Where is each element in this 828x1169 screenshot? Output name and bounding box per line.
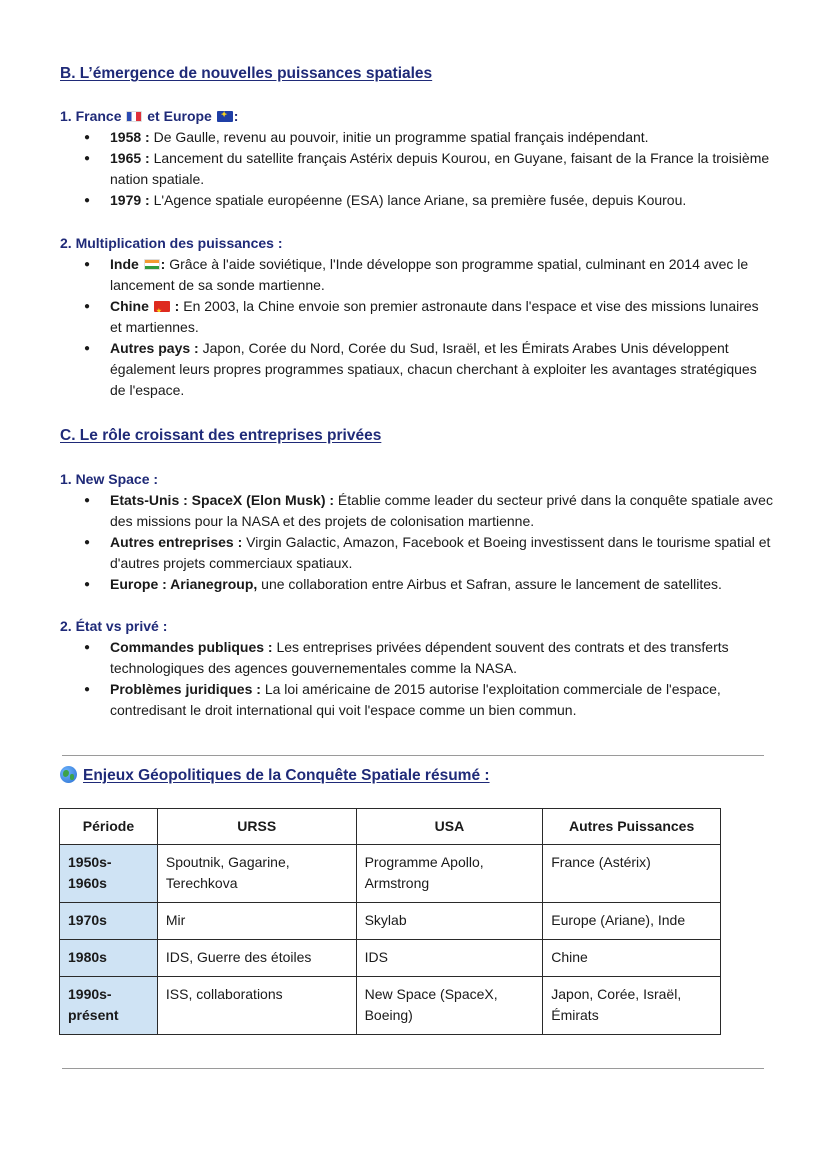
table-row [60, 977, 721, 1035]
summary-table [59, 808, 721, 1035]
table-header-row [60, 809, 721, 845]
item-text: une collaboration entre Airbus et Safran, assure le lancement de satellites. [257, 576, 722, 592]
period-cell: 1980s [60, 940, 158, 977]
table-cell: Mir [157, 903, 356, 940]
section-b-heading: B. L’émergence de nouvelles puissances spatiales [60, 65, 433, 82]
item-label: Inde [110, 256, 143, 272]
table-cell: France (Astérix) [543, 845, 721, 903]
table-cell: Programme Apollo, Armstrong [356, 845, 543, 903]
item-text: Japon, Corée du Nord, Corée du Sud, Israël, et les Émirats Arabes Unis développent également leurs propres programmes spatiaux, chacun cherchant à exploiter les avantages stratégiques de l'espace. [110, 340, 757, 398]
table-row [60, 940, 721, 977]
divider [62, 755, 764, 756]
china-flag-icon [154, 301, 170, 312]
item-text: De Gaulle, revenu au pouvoir, initie un programme spatial français indépendant. [149, 129, 649, 145]
france-europe-list [84, 127, 774, 211]
table-row [60, 845, 721, 903]
table-cell: Chine [543, 940, 721, 977]
item-text: Établie comme leader du secteur privé dans la conquête spatiale avec des missions pour la NASA et des projets de colonisation martienne. [110, 492, 773, 529]
period-cell: 1970s [60, 903, 158, 940]
list-item [84, 338, 774, 401]
list-item [84, 127, 774, 148]
item-label: 1958 : [110, 129, 150, 145]
list-item [84, 679, 774, 721]
heading-text: : [233, 108, 239, 124]
table-cell: Spoutnik, Gagarine, Terechkova [157, 845, 356, 903]
new-space-list [84, 490, 774, 595]
eu-flag-icon [217, 111, 233, 122]
list-item [84, 490, 774, 532]
item-text: La loi américaine de 2015 autorise l'exploitation commerciale de l'espace, contredisant le droit international qui voit l'espace comme un bien commun. [110, 681, 721, 718]
item-text: Lancement du satellite français Astérix depuis Kourou, en Guyane, faisant de la France la troisième nation spatiale. [110, 150, 770, 187]
table-cell: New Space (SpaceX, Boeing) [356, 977, 543, 1035]
list-item [84, 254, 774, 296]
summary-heading [60, 766, 490, 785]
table-cell: IDS, Guerre des étoiles [157, 940, 356, 977]
list-item [84, 532, 774, 574]
item-label: Commandes publiques : [110, 639, 273, 655]
list-item [84, 574, 774, 595]
table-cell: Europe (Ariane), Inde [543, 903, 721, 940]
column-header: Période [60, 809, 158, 845]
table-row [60, 903, 721, 940]
heading-text: et Europe [143, 108, 216, 124]
table-cell: Skylab [356, 903, 543, 940]
item-label: : [160, 256, 166, 272]
globe-icon [60, 766, 77, 783]
item-text: Grâce à l'aide soviétique, l'Inde développe son programme spatial, culminant en 2014 avec le lancement de sa sonde martienne. [110, 256, 749, 293]
item-label: Chine [110, 298, 153, 314]
section-c-heading: C. Le rôle croissant des entreprises privées [60, 427, 382, 444]
multiplication-list [84, 254, 774, 401]
item-label: Problèmes juridiques : [110, 681, 261, 697]
list-item [84, 637, 774, 679]
item-text: Les entreprises privées dépendent souvent des contrats et des transferts technologiques des agences gouvernementales comme la NASA. [110, 639, 729, 676]
list-item [84, 296, 774, 338]
period-cell: 1950s-1960s [60, 845, 158, 903]
item-label: Autres pays : [110, 340, 199, 356]
column-header: URSS [157, 809, 356, 845]
item-label: Etats-Unis : SpaceX (Elon Musk) : [110, 492, 335, 508]
list-item [84, 190, 774, 211]
divider [62, 1068, 764, 1069]
column-header: USA [356, 809, 543, 845]
list-item [84, 148, 774, 190]
france-flag-icon [126, 111, 142, 122]
item-text: En 2003, la Chine envoie son premier astronaute dans l'espace et vise des missions lunaires et martiennes. [110, 298, 759, 335]
india-flag-icon [144, 259, 160, 270]
item-text: Virgin Galactic, Amazon, Facebook et Boeing investissent dans le tourisme spatial et d'autres projets commerciaux spatiaux. [110, 534, 771, 571]
etat-prive-heading: 2. État vs privé : [60, 618, 168, 634]
item-label: 1979 : [110, 192, 150, 208]
item-label: : [170, 298, 180, 314]
item-label: Europe : Arianegroup, [110, 576, 258, 592]
item-label: 1965 : [110, 150, 150, 166]
table-cell: IDS [356, 940, 543, 977]
table-cell: ISS, collaborations [157, 977, 356, 1035]
summary-title: Enjeux Géopolitiques de la Conquête Spatiale résumé : [83, 767, 490, 784]
heading-text: 1. France [60, 108, 126, 124]
period-cell: 1990s-présent [60, 977, 158, 1035]
table-cell: Japon, Corée, Israël, Émirats [543, 977, 721, 1035]
item-text: L'Agence spatiale européenne (ESA) lance Ariane, sa première fusée, depuis Kourou. [149, 192, 687, 208]
france-europe-heading [60, 108, 238, 124]
etat-prive-list [84, 637, 774, 721]
column-header: Autres Puissances [543, 809, 721, 845]
multiplication-heading: 2. Multiplication des puissances : [60, 235, 283, 251]
item-label: Autres entreprises : [110, 534, 243, 550]
new-space-heading: 1. New Space : [60, 471, 159, 487]
